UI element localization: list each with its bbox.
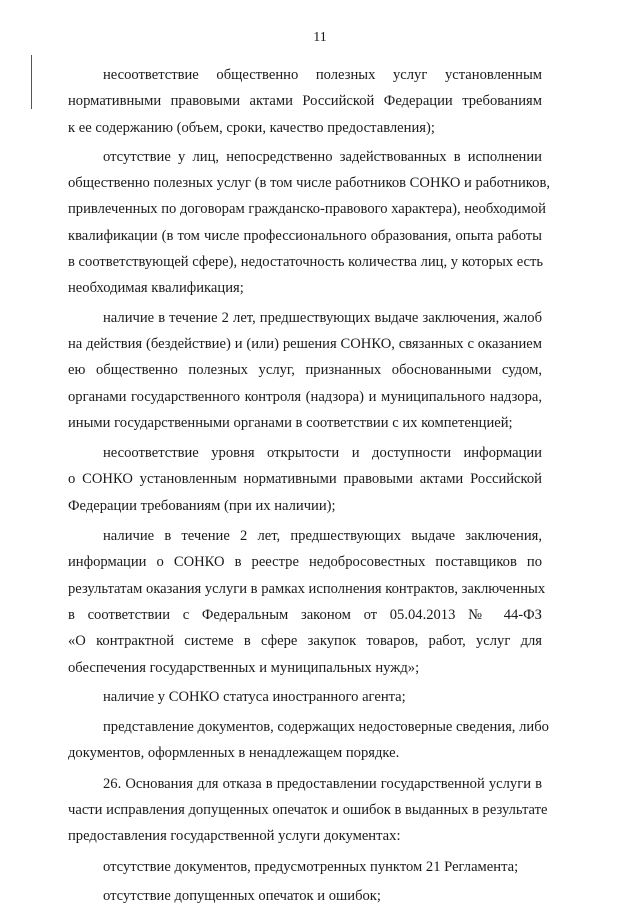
- text-line: отсутствие у лиц, непосредственно задействованных в исполнении: [103, 148, 542, 165]
- text-line: квалификации (в том числе профессионального образования, опыта работы: [68, 227, 542, 244]
- text-line: документов, оформленных в ненадлежащем порядке.: [68, 745, 400, 762]
- text-line: общественно полезных услуг (в том числе работников СОНКО и работников,: [68, 175, 550, 192]
- text-line: результатам оказания услуги в рамках исполнения контрактов, заключенных: [68, 580, 546, 597]
- text-line: несоответствие уровня открытости и доступности информации: [103, 445, 542, 462]
- text-line: отсутствие документов, предусмотренных пунктом 21 Регламента;: [103, 858, 519, 875]
- text-line: на действия (бездействие) и (или) решения СОНКО, связанных с оказанием: [68, 335, 542, 352]
- text-line: Федерации требованиям (при их наличии);: [68, 497, 336, 514]
- text-line: наличие в течение 2 лет, предшествующих выдаче заключения,: [103, 528, 542, 545]
- paragraph: [68, 771, 548, 850]
- text-line: нормативными правовыми актами Российской Федерации требованиям: [68, 93, 542, 110]
- text-line: органами государственного контроля (надзора) и муниципального надзора,: [68, 388, 542, 405]
- paragraph: [68, 523, 546, 681]
- text-line: наличие у СОНКО статуса иностранного агента;: [103, 688, 406, 705]
- text-line: информации о СОНКО в реестре недобросовестных поставщиков по: [68, 554, 542, 571]
- text-line: иными государственными органами в соответствии с их компетенцией;: [68, 414, 513, 431]
- text-line: несоответствие общественно полезных услуг установленным: [103, 67, 542, 83]
- paragraph: [68, 684, 542, 710]
- text-line: наличие в течение 2 лет, предшествующих выдаче заключения, жалоб: [103, 309, 542, 326]
- text-line: «О контрактной системе в сфере закупок товаров, работ, услуг для: [68, 633, 542, 650]
- text-line: ею общественно полезных услуг, признанных обоснованными судом,: [68, 362, 542, 379]
- text-line: обеспечения государственных и муниципальных нужд»;: [68, 659, 420, 676]
- text-line: в соответствующей сфере), недостаточность количества лиц, у которых есть: [68, 254, 544, 271]
- paragraph: [68, 854, 542, 880]
- text-line: привлеченных по договорам гражданско-правового характера), необходимой: [68, 201, 546, 218]
- text-line: предоставления государственной услуги документах:: [68, 828, 401, 845]
- text-line: представление документов, содержащих недостоверные сведения, либо: [103, 719, 549, 736]
- text-line: в соответствии с Федеральным законом от 05.04.2013 № 44-ФЗ: [68, 606, 542, 623]
- paragraph: [68, 62, 542, 141]
- paragraph: [68, 144, 550, 302]
- text-line: к ее содержанию (объем, сроки, качество предоставления);: [68, 119, 435, 136]
- paragraph: [68, 440, 542, 519]
- document-body: [68, 62, 550, 909]
- paragraph: [68, 305, 542, 436]
- text-line: о СОНКО установленным нормативными правовыми актами Российской: [68, 471, 542, 488]
- text-line: части исправления допущенных опечаток и ошибок в выданных в результате: [68, 802, 548, 819]
- paragraph: [68, 883, 542, 909]
- page-number: 11: [313, 30, 327, 45]
- text-line: 26. Основания для отказа в предоставлении государственной услуги в: [103, 775, 542, 792]
- text-line: отсутствие допущенных опечаток и ошибок;: [103, 887, 381, 904]
- paragraph: [68, 714, 549, 767]
- margin-mark: [31, 55, 32, 109]
- text-line: необходимая квалификация;: [68, 280, 244, 297]
